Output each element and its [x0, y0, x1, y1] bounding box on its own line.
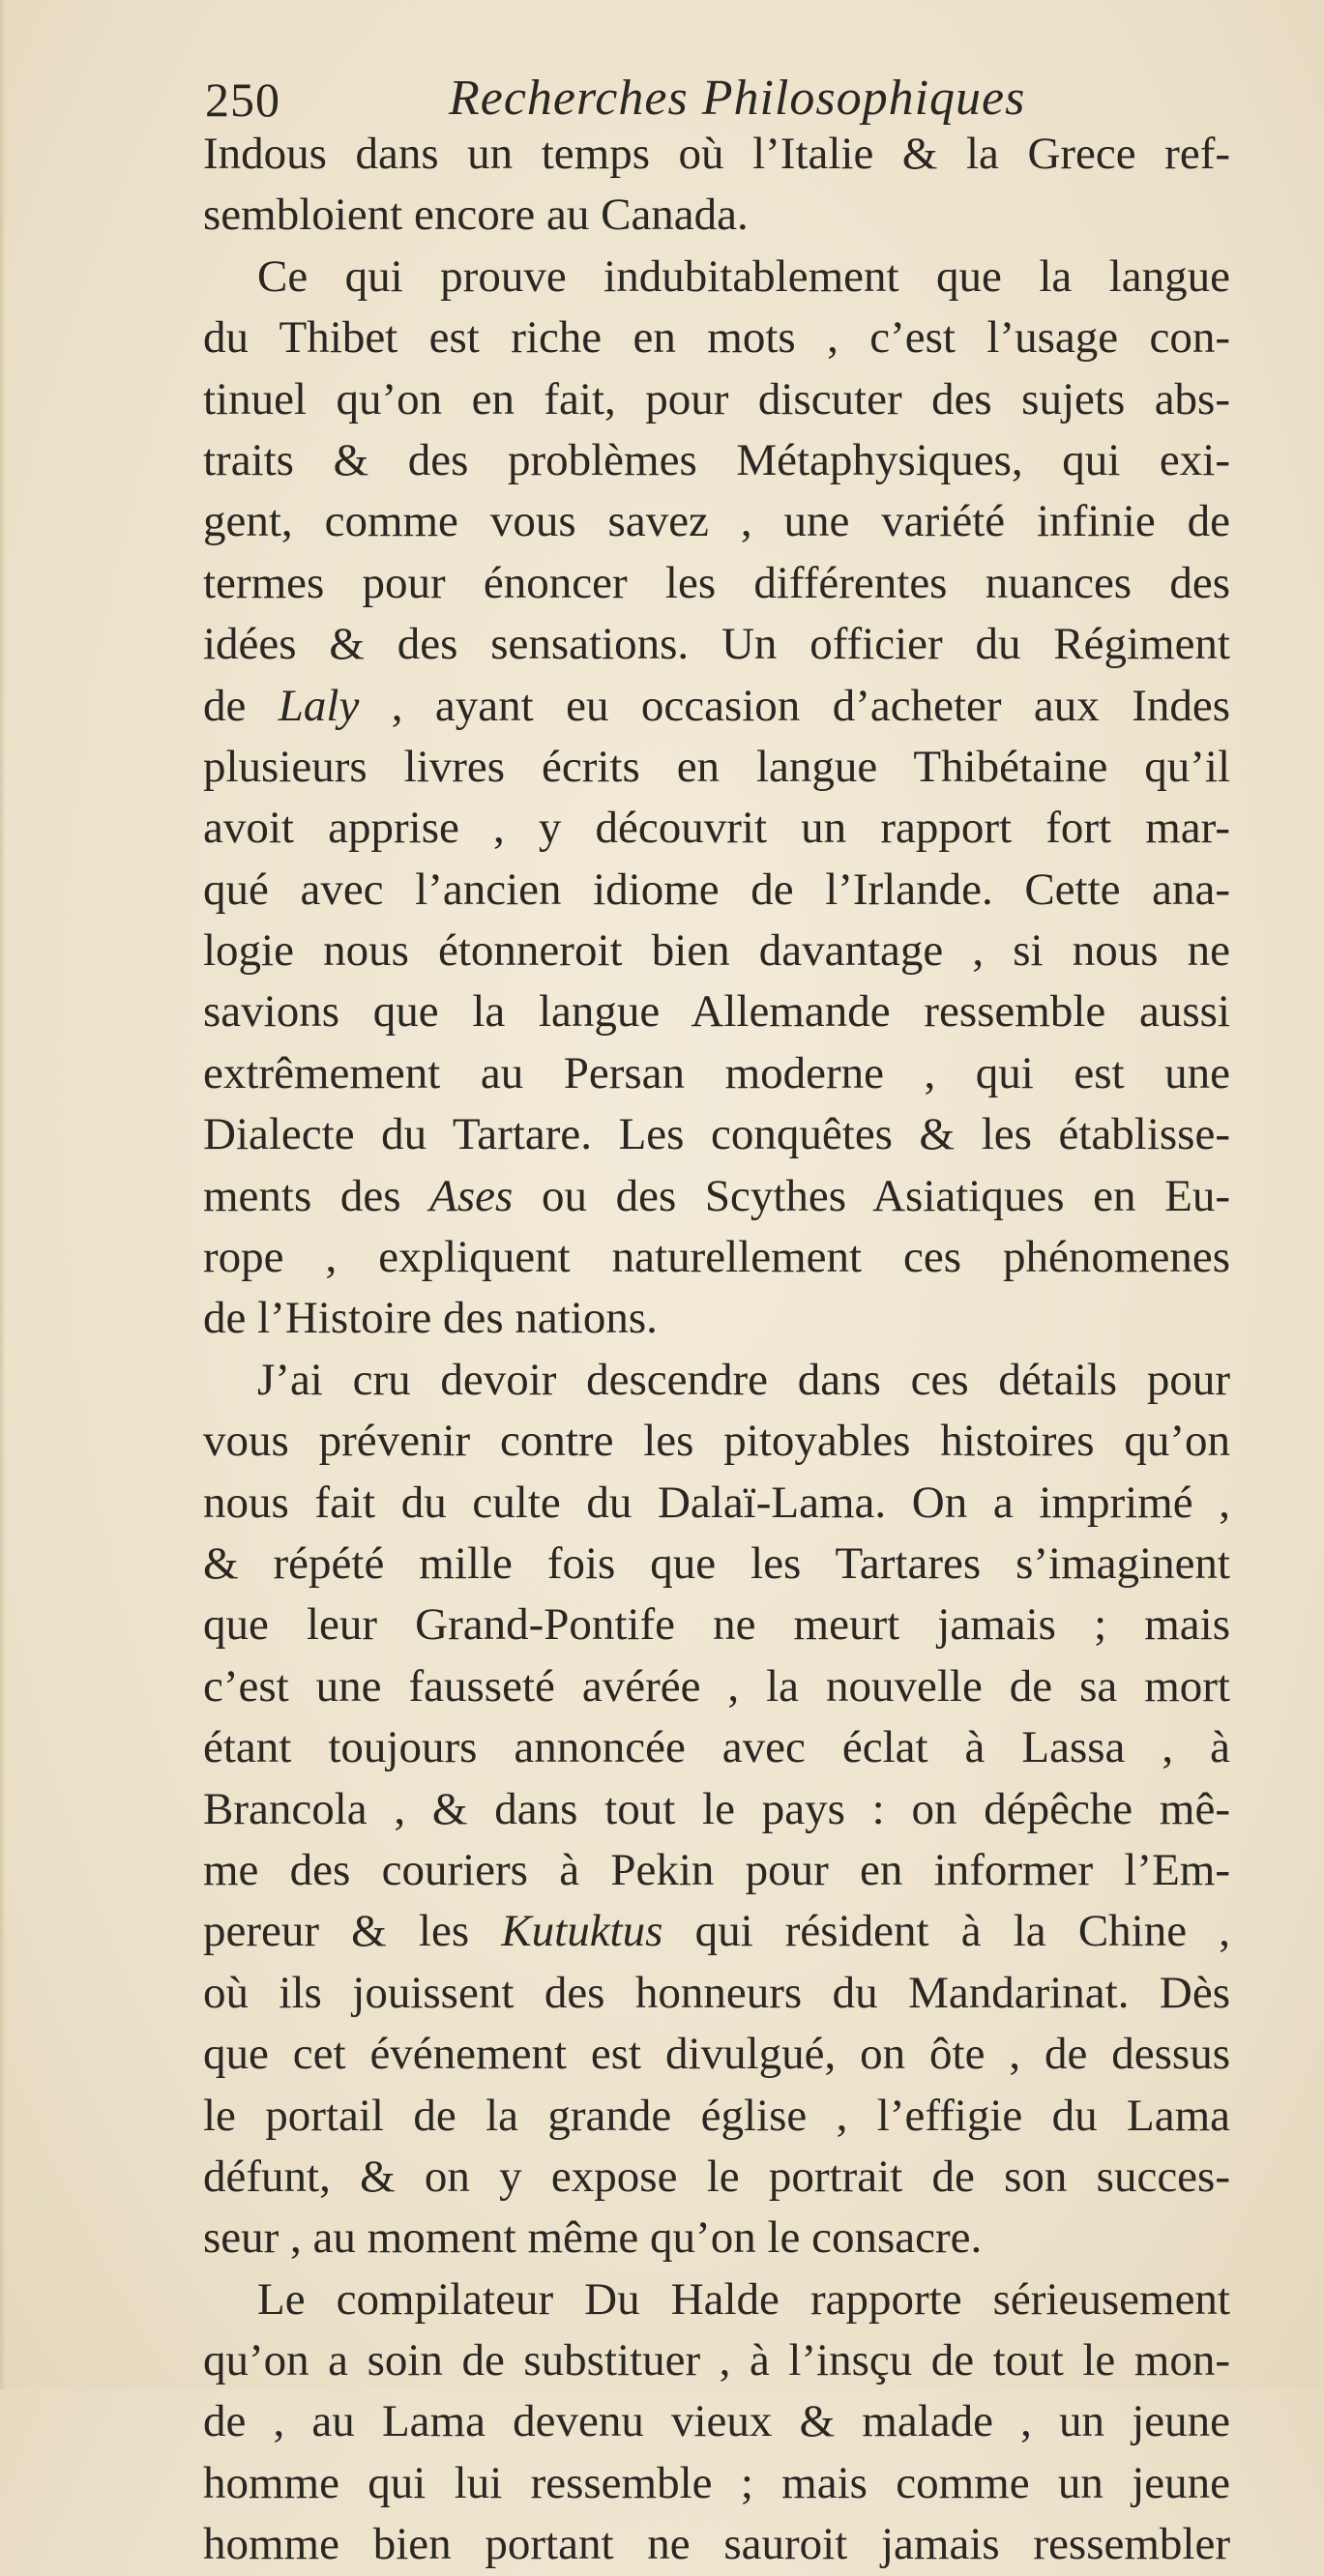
line-text: ou des Scythes Asiatiques en Eu- [513, 1170, 1230, 1221]
text-line [203, 247, 1230, 307]
line-text: termes pour énoncer les différentes nuances des [203, 557, 1230, 608]
page-gutter-shadow [0, 0, 6, 2389]
text-line [203, 1104, 1230, 1165]
line-text: qué avec l’ancien idiome de l’Irlande. Cette ana- [203, 864, 1230, 915]
text-line [203, 1840, 1230, 1901]
italic-word: Kutuktus [501, 1906, 663, 1957]
text-line [203, 2147, 1230, 2208]
text-line [203, 1288, 1230, 1349]
line-text: vous prévenir contre les pitoyables histoires qu’on [203, 1416, 1230, 1467]
line-text: homme qui lui ressemble ; mais comme un jeune [203, 2457, 1230, 2508]
line-text: qui résident à la Chine , [662, 1906, 1230, 1957]
text-line [203, 2453, 1230, 2514]
italic-word: Ases [429, 1170, 514, 1221]
text-line [203, 2208, 1230, 2269]
text-line [203, 1595, 1230, 1655]
text-line [203, 860, 1230, 921]
line-text: seur , au moment même qu’on le consacre. [203, 2212, 983, 2264]
text-line [203, 798, 1230, 859]
line-text: de l’Histoire des nations. [203, 1293, 658, 1344]
text-line [203, 2269, 1230, 2330]
line-text: Brancola , & dans tout le pays : on dépêche mê- [203, 1783, 1230, 1834]
text-line [203, 491, 1230, 552]
line-text: Ce qui prouve indubitablement que la langue [257, 250, 1230, 302]
text-line [203, 676, 1230, 737]
text-line [203, 1043, 1230, 1104]
line-text: logie nous étonneroit bien davantage , si nous ne [203, 925, 1230, 977]
text-line [203, 307, 1230, 368]
line-text: qu’on a soin de substituer , à l’insçu de tout le mon- [203, 2335, 1230, 2386]
line-text: nous fait du culte du Dalaï-Lama. On a imprimé , [203, 1477, 1230, 1528]
text-line [203, 1166, 1230, 1227]
text-line [203, 1534, 1230, 1595]
text-line [203, 1963, 1230, 2024]
body-text [203, 124, 1230, 2576]
line-text: sembloient encore au Canada. [203, 190, 749, 241]
text-line [203, 1717, 1230, 1778]
line-text: Dialecte du Tartare. Les conquêtes & les établisse- [203, 1109, 1230, 1160]
line-text: extrêmement au Persan moderne , qui est une [203, 1047, 1230, 1098]
line-text: Indous dans un temps où l’Italie & la Grece ref- [203, 129, 1230, 179]
text-line [203, 185, 1230, 246]
text-line [203, 1656, 1230, 1717]
text-line [203, 1779, 1230, 1840]
line-text: étant toujours annoncée avec éclat à Lassa , à [203, 1722, 1230, 1773]
line-text: plusieurs livres écrits en langue Thibétaine qu’il [203, 741, 1230, 792]
line-text: traits & des problèmes Métaphysiques, qui exi- [203, 434, 1230, 485]
line-text: Le compilateur Du Halde rapporte sérieusement [257, 2273, 1230, 2325]
running-head: Recherches Philosophiques [449, 71, 1026, 126]
text-line [203, 614, 1230, 675]
line-text: gent, comme vous savez , une variété infinie de [203, 496, 1230, 547]
text-line [203, 369, 1230, 430]
line-text: & répété mille fois que les Tartares s’imaginent [203, 1537, 1230, 1589]
line-text: idées & des sensations. Un officier du Régiment [203, 619, 1230, 670]
line-text: homme bien portant ne sauroit jamais ressembler [203, 2519, 1230, 2570]
line-text: que cet événement est divulgué, on ôte , de dessus [203, 2029, 1230, 2080]
text-line [203, 921, 1230, 981]
line-text: me des couriers à Pekin pour en informer l’Em- [203, 1844, 1230, 1895]
line-text: J’ai cru devoir descendre dans ces détails pour [257, 1354, 1230, 1405]
line-text: ments des [203, 1170, 430, 1221]
line-text: de [203, 680, 279, 731]
line-text: avoit apprise , y découvrit un rapport fort mar- [203, 803, 1230, 854]
text-line [203, 737, 1230, 798]
text-line [203, 1227, 1230, 1288]
text-line [203, 2086, 1230, 2147]
text-line [203, 1411, 1230, 1472]
text-line [203, 981, 1230, 1042]
line-text: de , au Lama devenu vieux & malade , un jeune [203, 2396, 1230, 2447]
line-text: le portail de la grande église , l’effigie du Lama [203, 2090, 1230, 2141]
text-line [203, 2024, 1230, 2085]
text-line [203, 2391, 1230, 2452]
line-text: du Thibet est riche en mots , c’est l’usage con- [203, 312, 1230, 364]
line-text: savions que la langue Allemande ressemble aussi [203, 986, 1230, 1038]
text-line [203, 2330, 1230, 2391]
text-line [203, 1473, 1230, 1534]
text-line [203, 553, 1230, 614]
line-text: , ayant eu occasion d’acheter aux Indes [359, 680, 1230, 731]
text-line [203, 2514, 1230, 2575]
line-text: c’est une fausseté avérée , la nouvelle de sa mort [203, 1660, 1230, 1712]
line-text: défunt, & on y expose le portrait de son succes- [203, 2151, 1230, 2202]
line-text: tinuel qu’on en fait, pour discuter des sujets abs- [203, 373, 1230, 424]
text-line [203, 430, 1230, 491]
text-line [203, 124, 1230, 185]
line-text: pereur & les [203, 1906, 502, 1957]
italic-word: Laly [278, 680, 360, 731]
line-text: où ils jouissent des honneurs du Mandarinat. Dès [203, 1967, 1230, 2018]
line-text: rope , expliquent naturellement ces phénomenes [203, 1232, 1230, 1283]
line-text: que leur Grand-Pontife ne meurt jamais ; mais [203, 1599, 1230, 1651]
text-line [203, 1901, 1230, 1962]
page-number: 250 [205, 73, 280, 127]
text-line [203, 1350, 1230, 1411]
